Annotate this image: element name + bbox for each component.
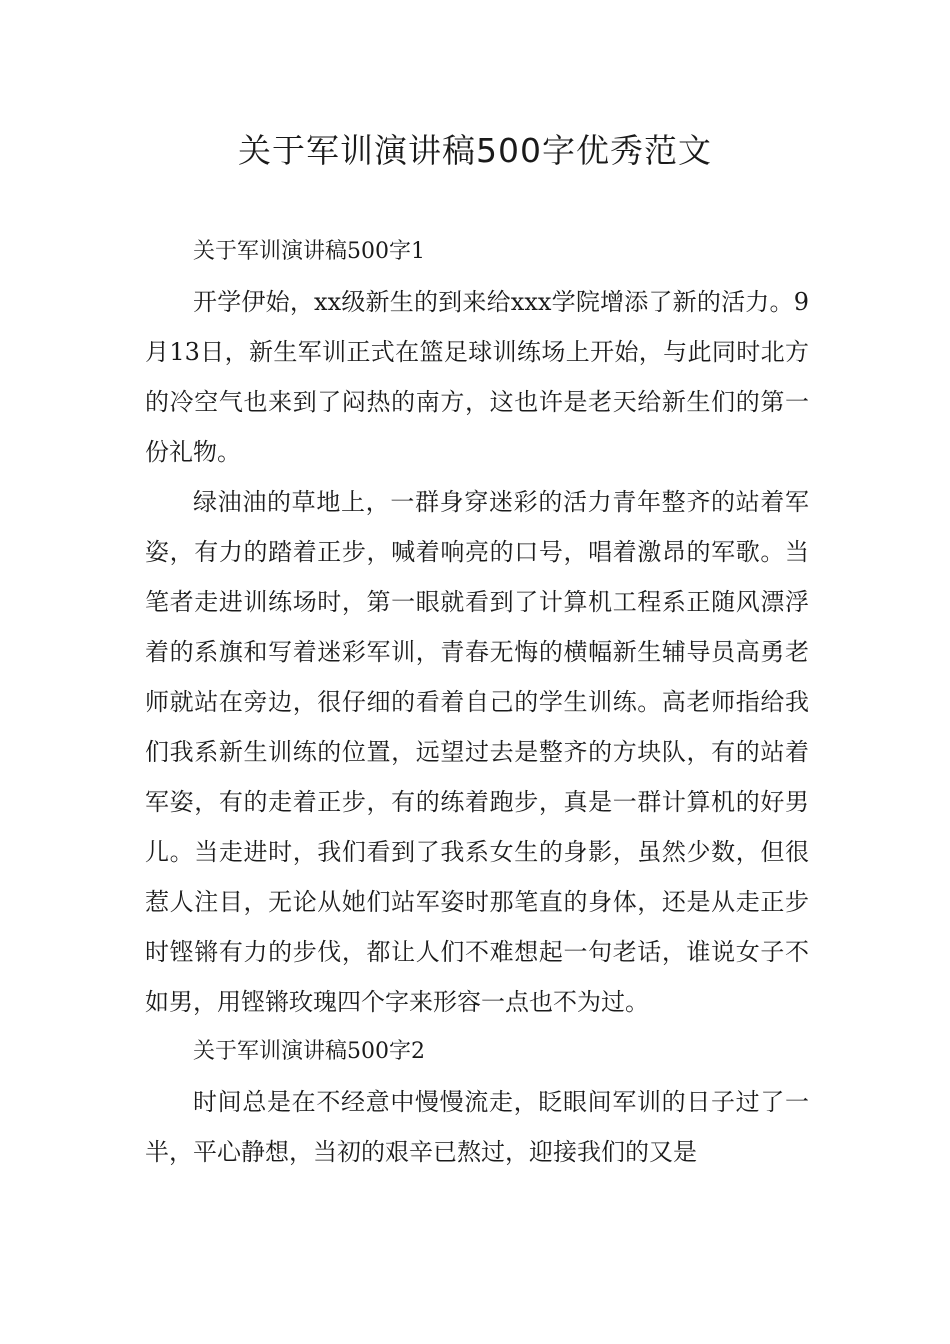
section-heading: 关于军训演讲稿500字2	[193, 1039, 425, 1064]
paragraph: 绿油油的草地上，一群身穿迷彩的活力青年整齐的站着军姿，有力的踏着正步，喊着响亮的口号，唱着激昂的军歌。当笔者走进训练场时，第一眼就看到了计算机工程系正随风漂浮着的系旗和写着迷彩军训，青春无悔的横幅新生辅导员高勇老师就站在旁边，很仔细的看着自己的学生训练。高老师指给我们我系新生训练的位置，远望过去是整齐的方块队，有的站着军姿，有的走着正步，有的练着跑步，真是一群计算机的好男儿。当走进时，我们看到了我系女生的身影，虽然少数，但很惹人注目，无论从她们站军姿时那笔直的身体，还是从走正步时铿锵有力的步伐，都让人们不难想起一句老话，谁说女子不如男，用铿锵玫瑰四个字来形容一点也不为过。	[145, 488, 809, 1016]
paragraph: 开学伊始，xx级新生的到来给xxx学院增添了新的活力。9月13日，新生军训正式在篮足球训练场上开始，与此同时北方的冷空气也来到了闷热的南方，这也许是老天给新生们的第一份礼物。	[145, 288, 809, 466]
paragraph: 时间总是在不经意中慢慢流走，眨眼间军训的日子过了一半，平心静想，当初的艰辛已熬过，迎接我们的又是	[145, 1088, 809, 1166]
section-heading: 关于军训演讲稿500字1	[193, 239, 425, 264]
document-body	[145, 227, 809, 1177]
document-title: 关于军训演讲稿500字优秀范文	[238, 131, 712, 170]
